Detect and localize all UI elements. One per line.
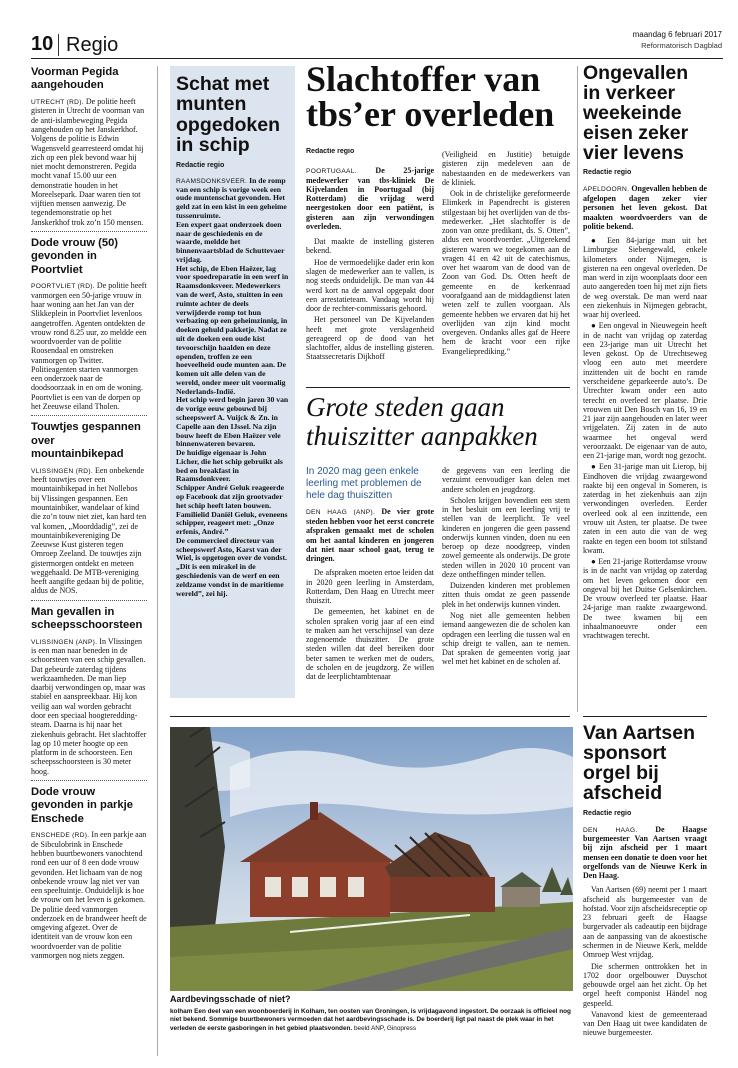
- article-paragraph: Het personeel van De Kijvelanden heeft met grote verslagenheid gereageerd op de dood van het slachtoffer, aldus de instelling gisteren. Staatssecretaris Dijkhoff: [306, 315, 434, 362]
- article-paragraph: Duizenden kinderen met problemen zitten thuis omdat ze geen passende plek in het onderwijs kunnen vinden.: [442, 581, 570, 609]
- grote-dateline: DEN HAAG (ANP).: [306, 509, 376, 517]
- ongevallen-headline: Ongevallen in verkeer weekeinde eisen zeker vier levens: [583, 64, 689, 164]
- photo-caption-text: Een deel van een woonboerderij in Kolham, ten oosten van Groningen, is vrijdagavond ingestort. De oorzaak is officieel nog niet bekend. Sommige buurtbewoners vermoeden dat het aardbevingsschade is. De boerderij ligt pal naast de plek waar in het verleden de eerste gasboringen in het gebied plaatsvonden.: [170, 1008, 571, 1032]
- vanaartsen-lead: [583, 825, 707, 881]
- brief-text: [31, 281, 147, 411]
- brief-poortvliet: [31, 237, 147, 416]
- grote-lead-text: De vier grote steden hebben voor het eerst concrete afspraken gemaakt met de scholen om het aantal kinderen en jongeren dat niet naar school gaat, terug te dringen.: [306, 507, 434, 564]
- section-title: Regio: [66, 34, 119, 56]
- brief-dateline: POORTVLIET (RD).: [31, 283, 95, 291]
- grote-lead: [306, 507, 434, 563]
- article-paragraph: Die schermen onttrokken het in 1702 door orgelbouwer Duyschot gebouwde orgel aan het zicht. Op het orgel heeft componist Händel nog gespeeld.: [583, 961, 707, 1008]
- schat-paragraph: De huidige eigenaar is John Licher, die het schip gebruikt als bed en breakfast in Raamsdonkveer.: [176, 448, 283, 484]
- ongevallen-item: ● Een 21-jarige Rotterdamse vrouw is in de nacht van vrijdag op zaterdag om het leven gekomen door een ongeval bij het Duitse Gelsenkirchen. De vrouw overleed ter plaatse. Haar 24-jarige man raakte zwaargewond. De twee kwamen bij een inhaalmanoeuvre onder een vrachtwagen terecht.: [583, 557, 707, 641]
- schat-paragraph: Het schip werd begin jaren 30 van de vorige eeuw gebouwd bij scheepswerf A. Vuijck & Zn. in Capelle aan den IJssel. Na zijn bouw heeft de Eben Haëzer vele binnenwateren bevaren.: [176, 395, 289, 449]
- issue-date: maandag 6 februari 2017: [632, 30, 722, 39]
- ongevallen-item-text: Een 21-jarige Rotterdamse vrouw is in de nacht van vrijdag op zaterdag om het leven gekomen door een ongeval bij het Duitse Gelsenkirchen. De vrouw overleed ter plaatse. Haar 24-jarige man raakte zwaargewond. De twee kwamen bij een inhaalmanoeuvre onder een vrachtwagen terecht.: [583, 557, 707, 641]
- slachtoffer-headline: Slachtoffer van tbs’er overleden: [306, 59, 555, 134]
- brief-text: [31, 97, 147, 227]
- photo-caption-title: Aardbevingsschade of niet?: [170, 994, 291, 1004]
- vanaartsen-dateline: DEN HAAG.: [583, 826, 638, 834]
- brief-schoorsteen: [31, 606, 147, 781]
- brief-text: [31, 466, 147, 596]
- schat-article: [170, 66, 295, 698]
- slachtoffer-lead-text: De 25-jarige medewerker van tbs-kliniek De Kijvelanden in Poortugaal (bij Rotterdam) die vrijdag werd neergestoken door een patiënt, is gisteren aan zijn verwondingen overleden.: [306, 166, 434, 231]
- header-divider: [58, 34, 59, 56]
- article-paragraph: Van Aartsen (69) neemt per 1 maart afscheid als burgemeester van de hofstad. Voor zijn afscheidsreceptie op 23 februari geeft de Haagse burgervader als cadeautip een bijdrage aan de aanpassing van de akoestische schermen in de Nieuwe Kerk, meldde Omroep West vrijdag.: [583, 885, 707, 960]
- schat-lead: In de romp van een schip is vorige week een oude muntenschat gevonden. Het geld zat in een kist in een geheime tussenruimte.: [176, 175, 287, 220]
- vanaartsen-headline: Van Aartsen sponsort orgel bij afscheid: [583, 724, 695, 804]
- ongevallen-dateline: APELDOORN.: [583, 186, 630, 194]
- photo-top-rule: [170, 716, 570, 717]
- vanaartsen-lead-text: De Haagse burgemeester Van Aartsen vraagt bij zijn afscheid per 1 maart mensen een donatie te doen voor het orgelfonds van de Nieuwe Kerk in Den Haag.: [583, 824, 707, 881]
- vanaartsen-article: [583, 724, 707, 1058]
- article-paragraph: Ook in de christelijke gereformeerde Elimkerk in Papendrecht is gisteren stilgestaan bij het overlijden van de tbs-medewerker. „Het slachtoffer is de zoon van onze predikant, ds. S. Otten”, aldus een woordvoerder. „Uitgerekend gisteren waren we toegekomen aan de vragen 41 en 42 uit de catechismus, over het waarom van de dood van de Zoon van God. Ds. Otten heeft de gemeente en de kerkenraad voorafgaand aan de middagdienst laten weten zelf te zullen voorgaan. Als gemeente hebben we ervaren dat hij het overlijden van zijn kind mocht overgeven. Ondanks alles gaf de Heere hem de kracht voor een rijke Evangelieprediking.”: [442, 189, 570, 356]
- photo-credit: beeld ANP, Ginopress: [353, 1024, 417, 1032]
- brief-text: [31, 830, 147, 960]
- brief-body: Een onbekende heeft touwtjes over een mountainbikepad in het Nollebos bij Vlissingen gespannen. Een mountainbiker, wandelaar of kind die zo’n touw niet ziet, kan hard ten val komen, „Moorddadig”, zei de mountainbikevereniging De Zeeuwse Kust gisteren tegen Omroep Zeeland. De touwtjes zijn gistermorgen ontdekt en meteen weggehaald. De MTB-vereniging heeft aangifte gedaan bij de politie, aldus de NOS.: [31, 465, 147, 596]
- brief-dateline: VLISSINGEN (RD).: [31, 467, 93, 475]
- article-paragraph: de gegevens van een leerling die verzuimt eenvoudiger kan delen met andere scholen en jeugdzorg.: [442, 466, 570, 494]
- grote-intro: In 2020 mag geen enkele leerling met problemen de hele dag thuiszitten: [306, 466, 422, 501]
- ongevallen-lead: [583, 184, 707, 231]
- photo-caption-dateline: kolham: [170, 1008, 193, 1015]
- grote-rule: [306, 387, 570, 388]
- ongevallen-article: [583, 64, 707, 714]
- farmhouse-illustration: [170, 727, 573, 991]
- schat-paragraph: Een expert gaat onderzoek doen naar de geschiedenis en de waarde, meldde het binnenvaartsblad de Schuttevaer vrijdag.: [176, 219, 285, 264]
- vanaartsen-body: [583, 825, 707, 1038]
- slachtoffer-col-1: [306, 166, 434, 384]
- farmhouse-photo: [170, 727, 573, 991]
- page-number: 10: [31, 33, 54, 55]
- ongevallen-item-text: Een 84-jarige man uit het Limburgse Siebengewald, enkele kilometers onder Nijmegen, is gisteren na een ongeval overleden. De man werd in zijn woonplaats door een auto aangereden toen hij met zijn fiets de weg overstak. De man werd naar een ziekenhuis in Nijmegen gebracht, waar hij overleed.: [583, 236, 707, 320]
- brief-title: Dode vrouw gevonden in parkje Enschede: [31, 785, 133, 825]
- brief-body: De politie heeft vanmorgen een 50-jarige vrouw in haar woning aan het Jan van der Slikkeplein in Poortvliet levenloos aangetroffen. Agenten ontdekten de vrouw rond 8.25 uur, zo meldde een woordvoerder van de politie Roosendaal en omstreken vanmorgen op Twitter. Politieagenten starten vanmorgen een onderzoek naar de doodsoorzaak in en om de woning. Poortvliet is een van de dorpen op het Zeeuwse eiland Tholen.: [31, 281, 147, 412]
- brief-dateline: UTRECHT (RD).: [31, 98, 84, 106]
- grote-col-1: [306, 466, 434, 706]
- ongevallen-item: ● Een 31-jarige man uit Lierop, bij Eindhoven die vrijdag zwaargewond raakte bij een ongeval in Someren, is zaterdag in het ziekenhuis aan zijn verwondingen overleden. Eerder overleed ook al een inzittende, een vrouw uit Asten, ter plaatse. De twee zaten in een auto die van de weg raakte en tegen een boom tot stilstand kwam.: [583, 462, 707, 555]
- slachtoffer-byline: Redactie regio: [306, 148, 355, 155]
- publication-name: Reformatorisch Dagblad: [641, 40, 722, 50]
- ongevallen-item: ● Een 84-jarige man uit het Limburgse Siebengewald, enkele kilometers onder Nijmegen, is gisteren na een ongeval overleden. De man werd in zijn woonplaats door een auto aangereden toen hij met zijn fiets de weg overstak. De man werd naar een ziekenhuis in Nijmegen gebracht, waar hij overleed.: [583, 236, 707, 320]
- header-dateline: [633, 30, 722, 51]
- article-paragraph: Scholen krijgen bovendien een stem in het besluit om een leerling vrij te stellen van de leerplicht. Te veel kinderen en jongeren die geen passend onderwijs kunnen vinden, doen nu een beroep op deze noodgreep, vinden zowel gemeente als onderwijs. De grote steden willen in 2020 10 procent van deze ontheffingen minder tellen.: [442, 495, 570, 579]
- grote-headline: Grote steden gaan thuiszitter aanpakken: [306, 392, 538, 451]
- grote-body-1: [306, 507, 434, 681]
- brief-title: Man gevallen in scheepsschoorsteen: [31, 605, 143, 632]
- article-paragraph: De afspraken moeten ertoe leiden dat in 2020 geen leerling in Amsterdam, Rotterdam, Den Haag en Utrecht meer thuiszit.: [306, 568, 434, 606]
- ongevallen-body: [583, 184, 707, 640]
- grote-col-2: [442, 466, 570, 706]
- vanaartsen-byline: Redactie regio: [583, 809, 632, 817]
- ongevallen-item-text: Een 31-jarige man uit Lierop, bij Eindhoven die vrijdag zwaargewond raakte bij een ongeval in Someren, is zaterdag in het ziekenhuis aan zijn verwondingen overleden. Eerder overleed ook al een inzittende, een vrouw uit Asten, ter plaatse. De twee zaten in een auto die van de weg raakte en tegen een boom tot stilstand kwam.: [583, 462, 707, 555]
- slachtoffer-col-2: [442, 150, 570, 384]
- slachtoffer-dateline: POORTUGAAL.: [306, 168, 357, 175]
- vanaartsen-top-rule: [583, 716, 707, 717]
- brief-dateline: ENSCHEDE (RD).: [31, 832, 90, 840]
- schat-paragraph: Het schip, de Eben Haëzer, lag voor spoedreparatie in een werf in Raamsdonksveer. Medewerkers van de werf, Asto, stuitten in een ruimte achter de deels verwijderde romp tot hun verbazing op een geheimzinnig, in doeken gehuld pakketje. Nadat ze uit de doeken een oude kist tevoorschijn haalden en deze openden, troffen ze een hoeveelheid oude munten aan. De komen uit alle delen van de wereld, onder meer uit voormalig Nederlands-Indië.: [176, 263, 289, 396]
- slachtoffer-lead: [306, 166, 434, 231]
- brief-title: Voorman Pegida aangehouden: [31, 66, 119, 92]
- schat-headline: Schat met munten opgedoken in schip: [176, 73, 281, 157]
- schat-dateline: RAAMSDONKSVEER.: [176, 177, 248, 185]
- column-divider: [577, 66, 578, 712]
- article-paragraph: Dat maakte de instelling gisteren bekend.: [306, 237, 434, 256]
- schat-paragraph: [176, 177, 289, 221]
- brief-body: In Vlissingen is een man naar beneden in de schoorsteen van een schip gevallen. Dat gebeurde zaterdag tijdens werkzaamheden. De man liep daarbij verwondingen op, maar was stabiel en aanspreekbaar. Hij kon veilig aan wal worden gebracht door een speciaal hoogtereddingsteam. Daarna is hij naar het ziekenhuis gebracht. Het slachtoffer lag op 10 meter hoogte op een platform in de schoorsteen. Een scheepsschoorsteen is 30 meter hoog.: [31, 636, 147, 776]
- schat-paragraph: Schipper André Geluk reageerde op Facebook dat zijn grootvader het schip heeft laten bouwen. Familielid Daniël Geluk, eveneens schipper, reageert met: „Onze erfenis, André.”: [176, 483, 288, 537]
- article-paragraph: De gemeenten, het kabinet en de scholen spraken vorig jaar af een eind te maken aan het verschijnsel van deze zogenoemde thuiszitter. De grote steden willen dat deel bereiken door beter samen te werken met de ouders, de scholen en de jeugdzorg. Ze willen dat de leerplichtambtenaar: [306, 607, 434, 682]
- brief-touwtjes: [31, 421, 147, 600]
- brief-body: In een parkje aan de Sibculobrink in Enschede hebben buurtbewoners vanochtend rond een uur of 8 een dode vrouw gevonden. Het lichaam van de nog onbekende vrouw lag niet ver van een speeltuintje. Onduidelijk is hoe de vrouw om het leven is gekomen. De politie deed vanmorgen onderzoek en de brandweer heeft de omgeving afgezet. Over de identiteit van de vrouw kon een woordvoerder van de politie vanmorgen nog niets zeggen.: [31, 830, 147, 960]
- brief-text: [31, 637, 147, 776]
- ongevallen-item-text: Een ongeval in Nieuwegein heeft in de nacht van vrijdag op zaterdag een 23-jarige man uit Utrecht het leven gekost. Op de Utrechtseweg vloog een auto met meerdere inzittenden uit de bocht en ramde verscheidene geparkeerde auto’s. De Utrechter kwam onder een auto terecht en overleed ter plaatse. Drie vrouwen uit Den Bosch van 16, 19 en 21 jaar zijn aangehouden en later weer vrijgelaten. Zij zaten in de auto waarmee het ongeval werd veroorzaakt. De eigenaar van de auto, een 21-jarige man, wordt nog gezocht.: [583, 321, 707, 461]
- ongevallen-item: ● Een ongeval in Nieuwegein heeft in de nacht van vrijdag op zaterdag een 23-jarige man uit Utrecht het leven gekost. Op de Utrechtseweg vloog een auto met meerdere inzittenden uit de bocht en ramde verscheidene geparkeerde auto’s. De Utrechter kwam onder een auto terecht en overleed ter plaatse. Drie vrouwen uit Den Bosch van 16, 19 en 21 jaar zijn aangehouden en later weer vrijgelaten. Zij zaten in de auto waarmee het ongeval werd veroorzaakt. De eigenaar van de auto, een 21-jarige man, wordt nog gezocht.: [583, 321, 707, 461]
- schat-byline: Redactie regio: [176, 161, 225, 169]
- brief-pegida: [31, 66, 147, 232]
- brief-title: Touwtjes gespannen over mountainbikepad: [31, 421, 141, 461]
- brief-dateline: VLISSINGEN (ANP).: [31, 638, 98, 646]
- ongevallen-byline: Redactie regio: [583, 169, 632, 177]
- schat-paragraph: De commercieel directeur van scheepswerf Asto, Karst van der Wiel, is opgetogen over de vondst. „Dit is een mirakel in de geschiedenis van de werf en een zeldzame vondst in de maritieme wereld”, zei hij.: [176, 535, 287, 598]
- schat-body: [176, 177, 289, 599]
- brief-enschede: [31, 786, 147, 964]
- article-paragraph: (Veiligheid en Justitie) betuigde gisteren zijn medeleven aan de nabestaanden en de medewerkers van de kliniek.: [442, 150, 570, 187]
- article-paragraph: Nog niet alle gemeenten hebben iemand aangewezen die de scholen kan opdragen een leerling die tussen wal en schip dreigt te vallen, aan te nemen. Dat spraken de gemeenten vorig jaar wel met het kabinet en de scholen af.: [442, 610, 570, 667]
- column-divider: [157, 66, 158, 1056]
- briefs-column: [31, 66, 147, 1056]
- ongevallen-lead-text: Ongevallen hebben de afgelopen dagen zeker vier personen het leven gekost. Dat maakten woordvoerders van de politie bekend.: [583, 184, 707, 231]
- brief-title: Dode vrouw (50) gevonden in Poortvliet: [31, 236, 119, 276]
- photo-caption: [170, 1008, 573, 1033]
- brief-body: De politie heeft gisteren in Utrecht de voorman van de anti-islambeweging Pegida aangehouden op het Janskerkhof. Volgens de politie is Edwin Wagensveld gearresteerd omdat hij zich op een plek bevond waar hij niet mocht demonstreren. Pegida mocht vanaf 15.00 uur een demonstratie houden in het Moreelsepark. Daar waren tien tot vijftien mensen aanwezig. De tegendemonstratie op het Janskerkhof trok zo’n 150 mensen.: [31, 96, 145, 227]
- article-paragraph: Hoe de vermoedelijke dader erin kon slagen de medewerker aan te vallen, is nog steeds onduidelijk. De man van 44 werd kort na de aanval opgepakt door een arrestatieteam. Vandaag wordt hij door de rechter-commissaris gehoord.: [306, 257, 434, 314]
- article-paragraph: Vanavond kiest de gemeenteraad van Den Haag uit twee kandidaten de nieuwe burgemeester.: [583, 1009, 707, 1038]
